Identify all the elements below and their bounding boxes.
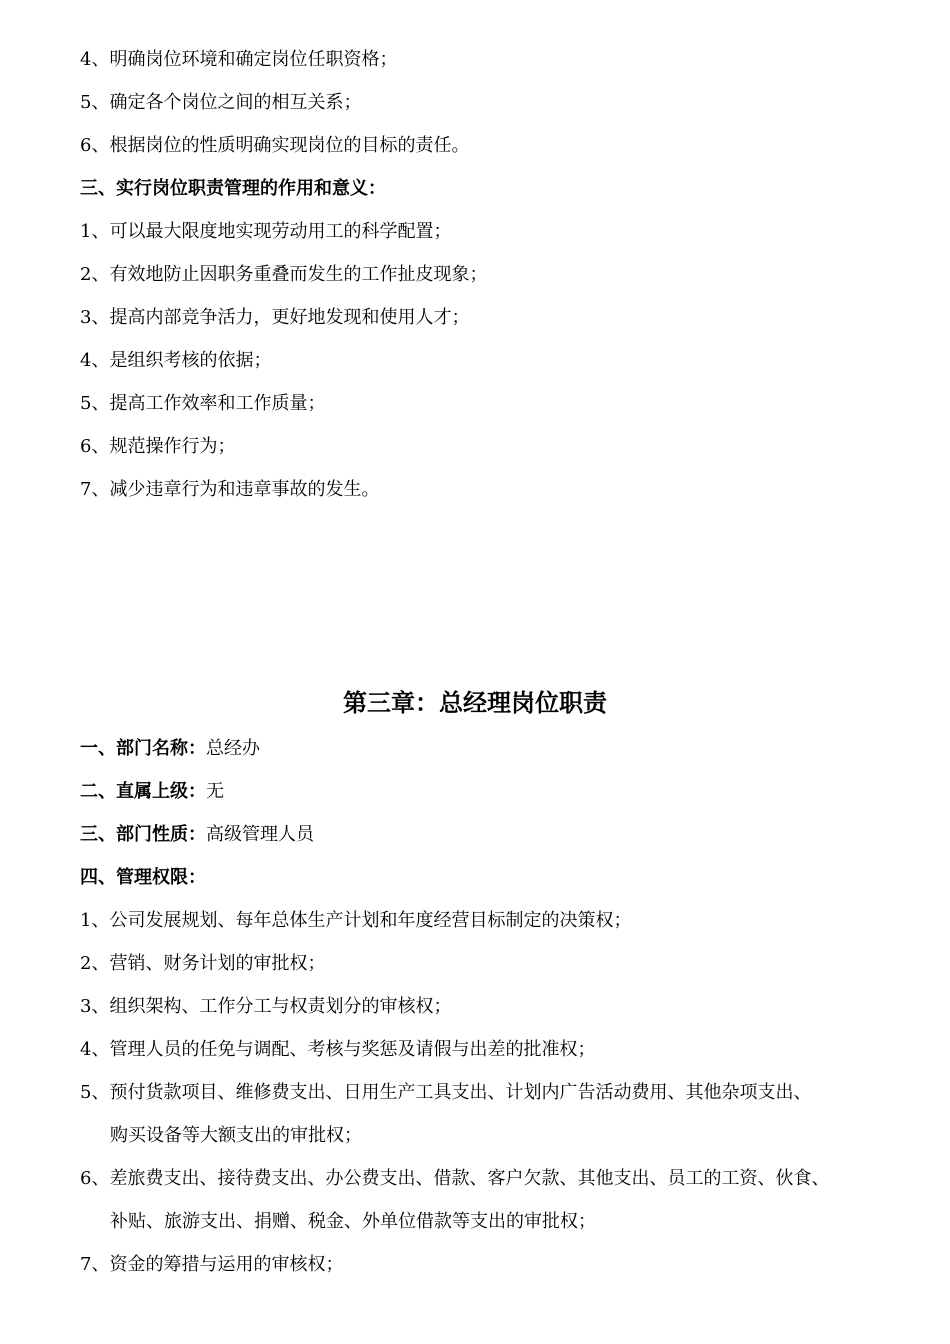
field-value: 无 <box>206 781 224 802</box>
list-item: 4、是组织考核的依据； <box>80 350 272 371</box>
list-item-continuation: 补贴、旅游支出、捐赠、税金、外单位借款等支出的审批权； <box>110 1211 596 1232</box>
list-item: 1、公司发展规划、每年总体生产计划和年度经营目标制定的决策权； <box>80 910 632 931</box>
list-item: 2、有效地防止因职务重叠而发生的工作扯皮现象； <box>80 264 488 285</box>
list-item: 6、规范操作行为； <box>80 436 236 457</box>
list-item: 3、组织架构、工作分工与权责划分的审核权； <box>80 996 452 1017</box>
list-item: 7、资金的筹措与运用的审核权； <box>80 1254 344 1275</box>
list-item: 7、减少违章行为和违章事故的发生。 <box>80 479 380 500</box>
field-label: 二、直属上级： <box>80 781 206 802</box>
field-superior <box>80 780 224 804</box>
section-heading: 三、实行岗位职责管理的作用和意义： <box>80 178 386 199</box>
field-label: 三、部门性质： <box>80 824 206 845</box>
list-item: 6、根据岗位的性质明确实现岗位的目标的责任。 <box>80 135 470 156</box>
list-item: 5、确定各个岗位之间的相互关系； <box>80 92 362 113</box>
authority-heading: 四、管理权限： <box>80 867 206 888</box>
list-item-continuation: 购买设备等大额支出的审批权； <box>110 1125 362 1146</box>
field-value: 高级管理人员 <box>206 824 314 845</box>
list-item: 6、差旅费支出、接待费支出、办公费支出、借款、客户欠款、其他支出、员工的工资、伙食、 <box>80 1168 830 1189</box>
list-item: 3、提高内部竞争活力，更好地发现和使用人才； <box>80 307 470 328</box>
list-item: 4、明确岗位环境和确定岗位任职资格； <box>80 49 398 70</box>
field-department-nature <box>80 823 314 847</box>
list-item: 4、管理人员的任免与调配、考核与奖惩及请假与出差的批准权； <box>80 1039 596 1060</box>
field-label: 一、部门名称： <box>80 738 206 759</box>
list-item: 2、营销、财务计划的审批权； <box>80 953 326 974</box>
list-item: 5、预付货款项目、维修费支出、日用生产工具支出、计划内广告活动费用、其他杂项支出、 <box>80 1082 812 1103</box>
chapter-title: 第三章：总经理岗位职责 <box>343 688 607 717</box>
field-department-name <box>80 737 260 761</box>
field-value: 总经办 <box>206 738 260 759</box>
list-item: 1、可以最大限度地实现劳动用工的科学配置； <box>80 221 452 242</box>
list-item: 5、提高工作效率和工作质量； <box>80 393 326 414</box>
